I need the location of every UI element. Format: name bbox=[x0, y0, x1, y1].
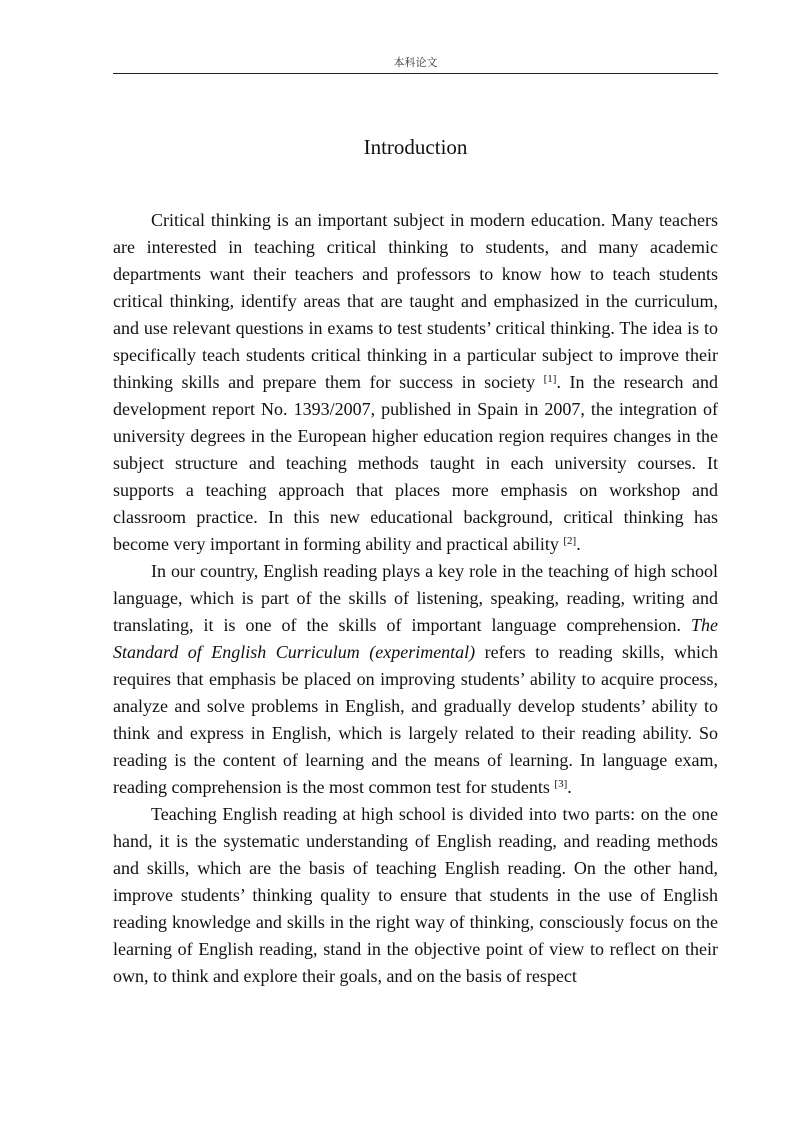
paragraph-2-text-a: In our country, English reading plays a key role in the teaching of high school language, which is part of the skills of listening, speaking, reading, writing and translating, it is one of the skills of important language comprehension. bbox=[113, 561, 718, 635]
paragraph-2-text-b: refers to reading skills, which requires that emphasis be placed on improving students’ ability to acquire process, analyze and solve problems in English, and gradually develop students’ ability to think and express in English, which is largely related to their reading ability. So reading is the content of learning and the means of learning. In language exam, reading comprehension is the most common test for students bbox=[113, 642, 718, 797]
citation-2: [2] bbox=[563, 535, 577, 547]
paragraph-1-text-a: Critical thinking is an important subject in modern education. Many teachers are interested in teaching critical thinking to students, and many academic departments want their teachers and professors to know how to teach students critical thinking, identify areas that are taught and emphasized in the curriculum, and use relevant questions in exams to test students’ critical thinking. The idea is to specifically teach students critical thinking in a particular subject to improve their thinking skills and prepare them for success in society bbox=[113, 210, 718, 392]
section-title: Introduction bbox=[363, 135, 468, 159]
paragraph-1-text-b: . In the research and development report No. 1393/2007, published in Spain in 2007, the integration of university degrees in the European higher education region requires changes in the subject structure and teaching methods taught in each university courses. It supports a teaching approach that places more emphasis on workshop and classroom practice. In this new educational background, critical thinking has become very important in forming ability and practical ability bbox=[113, 372, 718, 554]
paragraph-3-text: Teaching English reading at high school is divided into two parts: on the one hand, it is the systematic understanding of English reading, and reading methods and skills, which are the basis of teaching English reading. On the other hand, improve students’ thinking quality to ensure that students in the use of English reading knowledge and skills in the right way of thinking, consciously focus on the learning of English reading, stand in the objective point of view to reflect on their own, to think and explore their goals, and on the basis of respect bbox=[113, 804, 718, 986]
header-rule bbox=[113, 73, 718, 74]
citation-1: [1] bbox=[543, 373, 557, 385]
paragraph-3 bbox=[113, 801, 718, 990]
running-header: 本科论文 bbox=[393, 56, 438, 69]
body-text bbox=[113, 207, 718, 990]
paragraph-2-text-c: . bbox=[567, 777, 572, 797]
curriculum-title: The Standard of English Curriculum (experimental) bbox=[113, 615, 718, 662]
paragraph-1 bbox=[113, 207, 718, 558]
paragraph-2 bbox=[113, 558, 718, 801]
paragraph-1-text-c: . bbox=[576, 534, 581, 554]
citation-3: [3] bbox=[554, 778, 568, 790]
